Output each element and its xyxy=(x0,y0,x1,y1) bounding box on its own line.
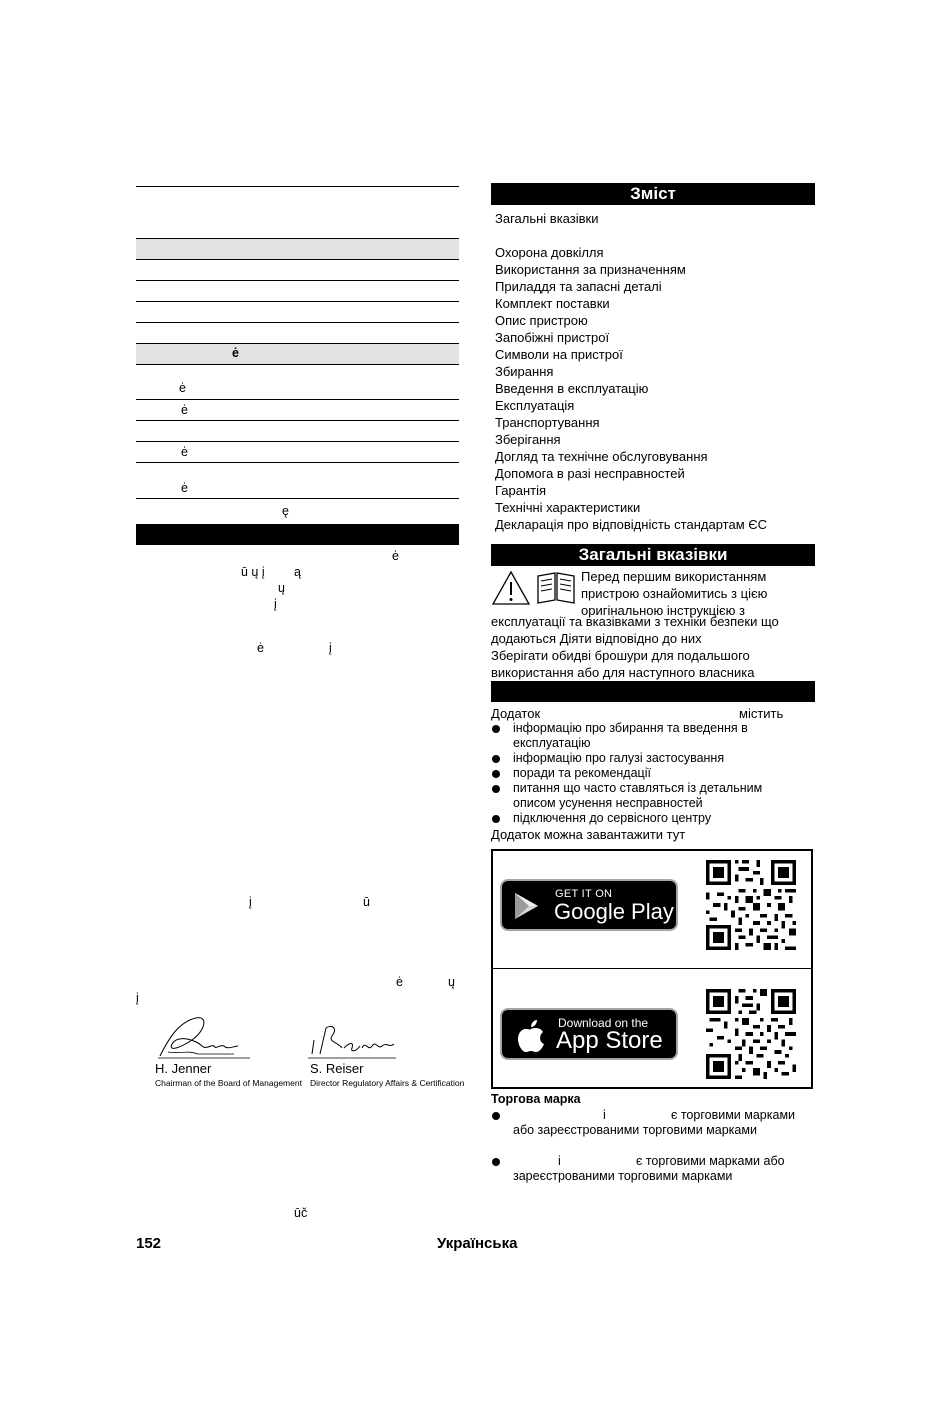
text-line: оригінальною інструкцією з xyxy=(581,603,745,618)
store-box-divider xyxy=(493,968,811,969)
text-line: експлуатації та вказівками з техніки безпеки що xyxy=(491,614,779,629)
toc-item[interactable]: Введення в експлуатацію xyxy=(495,381,649,396)
general-warning-text xyxy=(581,568,767,619)
bullet-icon xyxy=(492,755,500,763)
manual-book-icon xyxy=(535,570,577,606)
glyph: ė xyxy=(257,641,264,655)
list-item xyxy=(491,781,762,811)
divider xyxy=(136,322,459,323)
google-play-icon xyxy=(512,892,540,920)
trademark-heading: Торгова марка xyxy=(491,1092,581,1106)
glyph: ū ų į xyxy=(241,565,265,579)
list-item xyxy=(491,766,651,781)
qr-code-app-store-image xyxy=(706,989,796,1079)
toc-item[interactable]: Збирання xyxy=(495,364,554,379)
trademark-text: зареєстрованими торговими марками xyxy=(513,1169,733,1183)
signature-reiser-image xyxy=(308,1018,408,1063)
glyph: į xyxy=(249,895,252,909)
glyph: ū xyxy=(363,895,370,909)
toc-item[interactable]: Охорона довкілля xyxy=(495,245,604,260)
text-line: додаються Діяти відповідно до них xyxy=(491,631,702,646)
divider xyxy=(136,399,459,400)
glyph: ė xyxy=(232,346,239,360)
app-store-big: App Store xyxy=(556,1027,663,1054)
trademark-conjunction: і xyxy=(558,1154,561,1168)
toc-item[interactable]: Використання за призначенням xyxy=(495,262,686,277)
toc-item[interactable]: Транспортування xyxy=(495,415,600,430)
list-item-text: поради та рекомендації xyxy=(513,766,651,780)
toc-heading: Зміст xyxy=(491,183,815,205)
text-line: використання або для наступного власника xyxy=(491,665,755,680)
bullet-icon xyxy=(492,815,500,823)
toc-item[interactable]: Допомога в разі несправностей xyxy=(495,466,685,481)
list-item-text: описом усунення несправностей xyxy=(513,796,703,810)
warning-icon xyxy=(491,570,531,606)
glyph: ų xyxy=(278,581,285,595)
toc-item[interactable]: Зберігання xyxy=(495,432,561,447)
list-item-text: інформацію про збирання та введення в xyxy=(513,721,748,735)
glyph: ė xyxy=(396,975,403,989)
text-line: пристрою ознайомитись з цією xyxy=(581,586,768,601)
list-item xyxy=(491,751,724,766)
glyph: ė xyxy=(181,445,188,459)
addon-intro-left: Додаток xyxy=(491,706,541,721)
general-heading: Загальні вказівки xyxy=(491,544,815,566)
list-item-text: експлуатацію xyxy=(513,736,591,750)
page-number: 152 xyxy=(136,1235,162,1252)
divider xyxy=(136,441,459,442)
signatory-title: Director Regulatory Affairs & Certification xyxy=(310,1078,465,1088)
trademark-text: є торговими марками xyxy=(671,1108,796,1122)
bullet-icon xyxy=(492,725,500,733)
glyph: ų xyxy=(448,975,455,989)
glyph: į xyxy=(329,641,332,655)
toc-item[interactable]: Комплект поставки xyxy=(495,296,610,311)
google-play-big: Google Play xyxy=(554,899,674,924)
bullet-icon xyxy=(492,1158,500,1166)
trademark-text: або зареєстрованими торговими марками xyxy=(513,1123,757,1137)
toc-item[interactable]: Загальні вказівки xyxy=(495,211,599,226)
google-play-small: GET IT ON xyxy=(555,888,613,900)
text-line: Перед першим використанням xyxy=(581,569,767,584)
glyph: į xyxy=(136,991,139,1005)
bullet-icon xyxy=(492,1112,500,1120)
general-body-text xyxy=(491,613,779,681)
signatory-title: Chairman of the Board of Management xyxy=(155,1078,302,1088)
addon-download-text: Додаток можна завантажити тут xyxy=(491,827,686,842)
list-item xyxy=(491,721,748,751)
glyph: ą xyxy=(294,565,301,579)
qr-code-google-play-image xyxy=(706,860,796,950)
trademark-text: є торговими марками або xyxy=(636,1154,785,1168)
glyph: ūč xyxy=(294,1206,308,1220)
footer-language: Українська xyxy=(437,1235,518,1252)
toc-item[interactable]: Опис пристрою xyxy=(495,313,588,328)
divider xyxy=(136,498,459,499)
text-line: Зберігати обидві брошури для подальшого xyxy=(491,648,750,663)
app-store-small: Download on the xyxy=(558,1016,649,1030)
toc-item[interactable]: Експлуатація xyxy=(495,398,575,413)
toc-list xyxy=(495,244,767,533)
glyph: ė xyxy=(181,481,188,495)
toc-item[interactable]: Запобіжні пристрої xyxy=(495,330,610,345)
glyph: ė xyxy=(181,403,188,417)
glyph: ę xyxy=(282,504,289,518)
addon-black-bar xyxy=(491,681,815,702)
divider xyxy=(136,186,459,187)
signature-jenner-image xyxy=(148,1010,258,1065)
bullet-icon xyxy=(492,785,500,793)
toc-item[interactable]: Декларація про відповідність стандартам ЄС xyxy=(495,517,767,532)
table-header-row xyxy=(136,238,459,260)
glyph: į xyxy=(274,597,277,611)
list-item-text: підключення до сервісного центру xyxy=(513,811,712,825)
addon-intro-right: містить xyxy=(739,706,784,721)
divider xyxy=(136,280,459,281)
glyph: ė xyxy=(179,381,186,395)
glyph: ė xyxy=(392,549,399,563)
toc-item[interactable]: Гарантія xyxy=(495,483,547,498)
toc-item[interactable]: Символи на пристрої xyxy=(495,347,623,362)
list-item-text: інформацію про галузі застосування xyxy=(513,751,725,765)
list-item xyxy=(491,811,711,826)
divider xyxy=(136,420,459,421)
toc-item[interactable]: Приладдя та запасні деталі xyxy=(495,279,662,294)
apple-icon xyxy=(516,1019,546,1053)
table-section-row xyxy=(136,343,459,365)
section-black-bar xyxy=(136,524,459,545)
toc-item[interactable]: Технічні характеристики xyxy=(495,500,641,515)
divider xyxy=(136,301,459,302)
google-play-button[interactable] xyxy=(500,879,678,931)
list-item-text: питання що часто ставляться із детальним xyxy=(513,781,763,795)
trademark-conjunction: і xyxy=(603,1108,606,1122)
divider xyxy=(136,462,459,463)
bullet-icon xyxy=(492,770,500,778)
toc-item[interactable]: Догляд та технічне обслуговування xyxy=(495,449,708,464)
signatory-name: S. Reiser xyxy=(310,1061,364,1076)
signatory-name: H. Jenner xyxy=(155,1061,212,1076)
app-store-button[interactable] xyxy=(500,1008,678,1060)
